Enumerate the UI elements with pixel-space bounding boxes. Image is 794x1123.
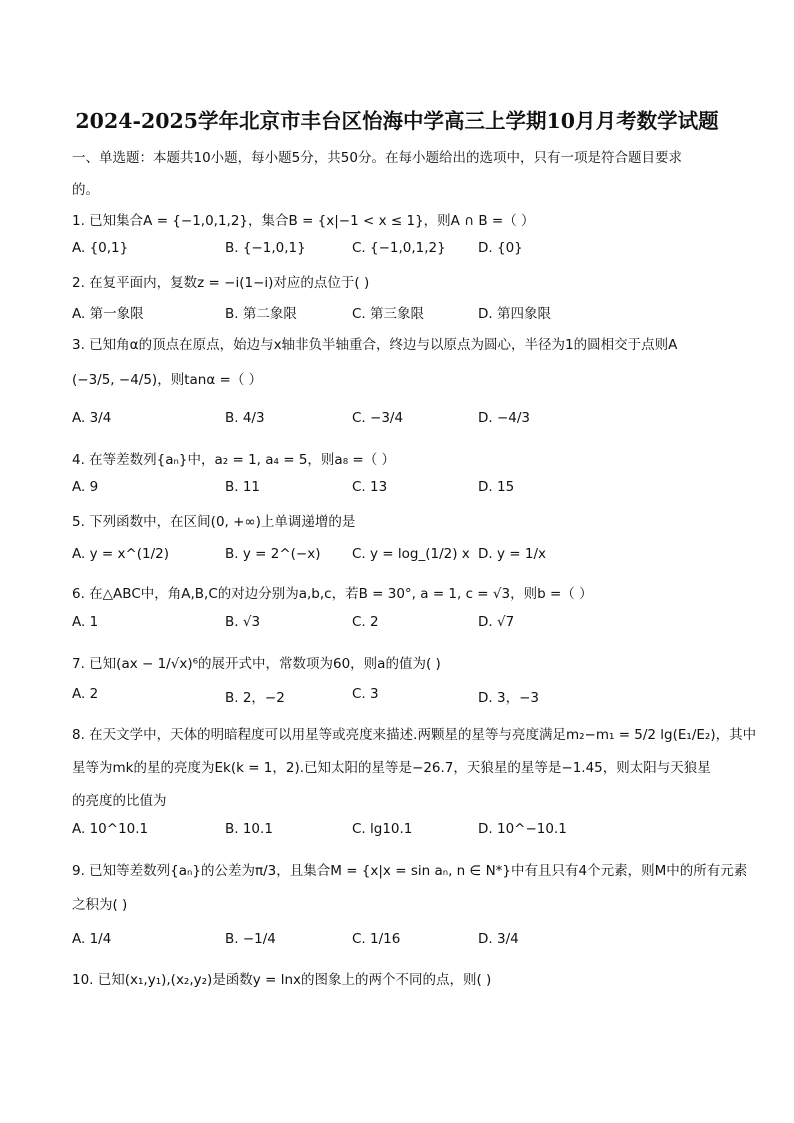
question-8-stem-cont2: 的亮度的比值为 [72,793,167,809]
option-a: A. 第一象限 [72,306,144,322]
question-5-options [72,546,732,568]
option-c: C. 3 [352,686,379,702]
option-b: B. √3 [225,614,261,630]
option-d: D. −4/3 [478,410,531,426]
option-d: D. 3/4 [478,931,519,947]
option-d: D. 15 [478,479,515,495]
question-2-stem: 2. 在复平面内，复数z = −i(1−i)对应的点位于( ) [72,275,370,291]
option-d: D. {0} [478,240,523,256]
question-6-stem: 6. 在△ABC中，角A,B,C的对边分别为a,b,c，若B = 30°, a = 1, c = √3，则b =（ ） [72,586,593,602]
option-d: D. y = 1/x [478,546,546,562]
question-7-options [72,686,732,708]
question-2-options [72,302,732,324]
section-header-line1: 一、单选题：本题共10小题，每小题5分，共50分。在每小题给出的选项中，只有一项是符合题目要求 [72,150,682,166]
question-3-options [72,410,732,432]
question-9-options [72,931,732,953]
option-c: C. lg10.1 [352,821,413,837]
question-8-stem-cont: 星等为mk的星的亮度为Ek(k = 1，2).已知太阳的星等是−26.7，天狼星的星等是−1.45，则太阳与天狼星 [72,760,711,776]
option-c: C. 2 [352,614,379,630]
question-4-stem: 4. 在等差数列{aₙ}中，a₂ = 1, a₄ = 5，则a₈ =（ ） [72,452,395,468]
question-3-stem-cont: (−3/5, −4/5)，则tanα =（ ） [72,372,263,388]
question-9-stem-cont: 之积为( ) [72,897,128,913]
option-b: B. 2，−2 [225,690,285,706]
option-b: B. −1/4 [225,931,276,947]
option-a: A. {0,1} [72,240,129,256]
question-6-options [72,614,732,636]
question-10-stem: 10. 已知(x₁,y₁),(x₂,y₂)是函数y = lnx的图象上的两个不同的点，则( ) [72,972,492,988]
option-c: C. y = log_(1/2) x [352,546,470,562]
option-d: D. √7 [478,614,515,630]
option-a: A. 1/4 [72,931,112,947]
question-1-stem: 1. 已知集合A = {−1,0,1,2}，集合B = {x|−1 < x ≤ 1}，则A ∩ B =（ ） [72,213,535,229]
exam-title: 2024-2025学年北京市丰台区怡海中学高三上学期10月月考数学试题 [75,109,719,133]
option-a: A. 2 [72,686,99,702]
option-d: D. 第四象限 [478,306,551,322]
option-d: D. 10^−10.1 [478,821,567,837]
option-c: C. 第三象限 [352,306,425,322]
option-a: A. 3/4 [72,410,112,426]
option-a: A. 9 [72,479,99,495]
option-c: C. 13 [352,479,388,495]
option-b: B. 第二象限 [225,306,297,322]
question-8-options [72,821,732,843]
option-b: B. 10.1 [225,821,273,837]
option-a: A. 1 [72,614,99,630]
option-b: B. 11 [225,479,261,495]
option-d: D. 3，−3 [478,690,539,706]
option-c: C. {−1,0,1,2} [352,240,446,256]
question-5-stem: 5. 下列函数中，在区间(0, +∞)上单调递增的是 [72,514,356,530]
option-a: A. 10^10.1 [72,821,149,837]
option-b: B. y = 2^(−x) [225,546,321,562]
question-8-stem: 8. 在天文学中，天体的明暗程度可以用星等或亮度来描述.两颗星的星等与亮度满足m₂−m₁ = 5/2 lg(E₁/E₂)，其中 [72,727,757,743]
question-4-options [72,479,732,501]
question-9-stem: 9. 已知等差数列{aₙ}的公差为π/3，且集合M = {x|x = sin aₙ, n ∈ N*}中有且只有4个元素，则M中的所有元素 [72,863,748,879]
option-b: B. {−1,0,1} [225,240,306,256]
option-a: A. y = x^(1/2) [72,546,170,562]
question-7-stem: 7. 已知(ax − 1/√x)⁶的展开式中，常数项为60，则a的值为( ) [72,656,441,672]
section-header-line2: 的。 [72,182,99,198]
question-1-options [72,240,732,262]
option-c: C. −3/4 [352,410,404,426]
option-b: B. 4/3 [225,410,265,426]
option-c: C. 1/16 [352,931,401,947]
question-3-stem: 3. 已知角α的顶点在原点，始边与x轴非负半轴重合，终边与以原点为圆心，半径为1的圆相交于点则A [72,337,678,353]
